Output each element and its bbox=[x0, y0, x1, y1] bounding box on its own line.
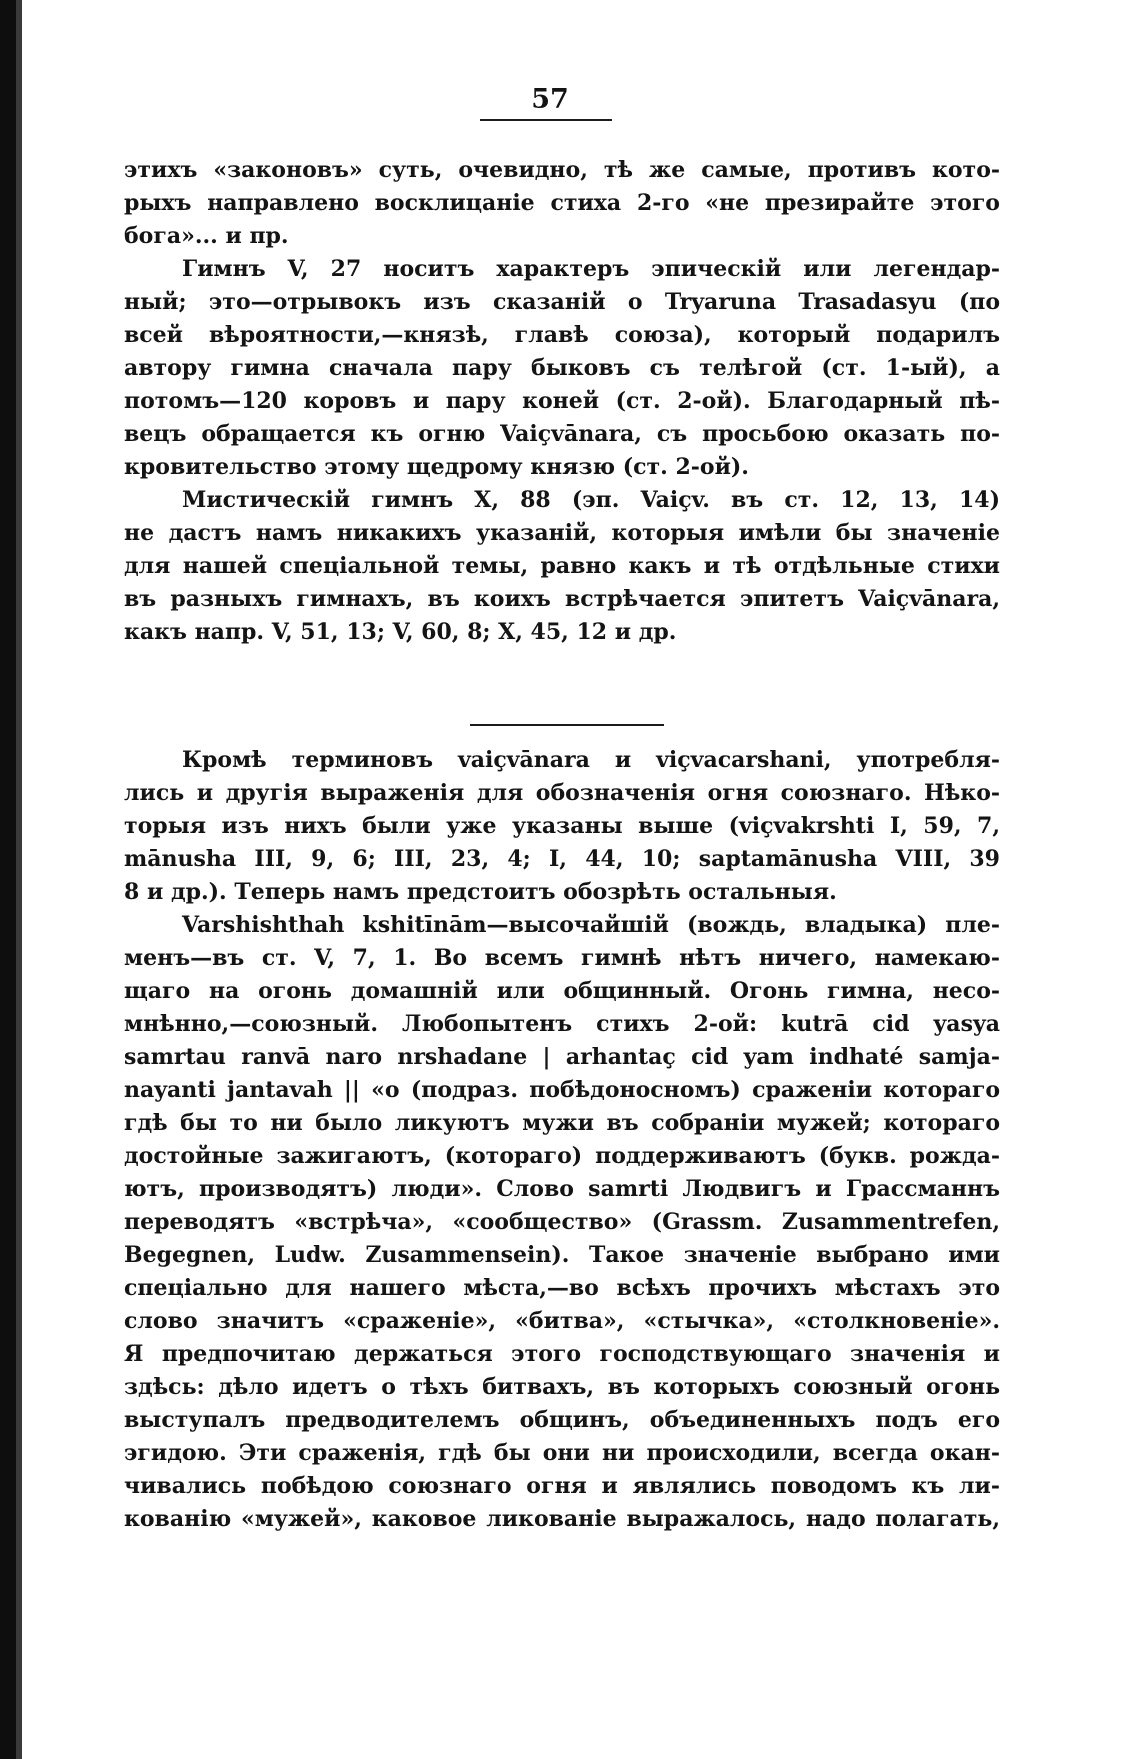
text-line: вецъ обращается къ огню Vaiçvānara, съ просьбою оказать по- bbox=[124, 421, 1000, 447]
text-line: Я предпочитаю держаться этого господствующаго значенія и bbox=[124, 1341, 1000, 1367]
scan-edge-gutter bbox=[16, 0, 22, 1759]
text-line: щаго на огонь домашній или общинный. Огонь гимна, несо- bbox=[124, 978, 1000, 1004]
scan-edge-shadow bbox=[0, 0, 16, 1759]
text-line: Гимнъ V, 27 носитъ характеръ эпическій или легендар- bbox=[182, 256, 1000, 282]
text-line: для нашей спеціальной темы, равно какъ и тѣ отдѣльные стихи bbox=[124, 553, 1000, 579]
text-line: менъ—въ ст. V, 7, 1. Во всемъ гимнѣ нѣтъ ничего, намекаю- bbox=[124, 945, 1000, 971]
text-line: переводятъ «встрѣча», «сообщество» (Grassm. Zusammentrefen, bbox=[124, 1209, 1000, 1235]
text-line: Кромѣ терминовъ vaiçvānara и viçvacarshani, употребля- bbox=[182, 747, 1000, 773]
text-line: слово значитъ «сраженіе», «битва», «стычка», «столкновеніе». bbox=[124, 1308, 1000, 1334]
section-divider bbox=[470, 724, 664, 726]
text-line: чивались побѣдою союзнаго огня и являлись поводомъ къ ли- bbox=[124, 1473, 1000, 1499]
header-rule bbox=[480, 119, 612, 121]
text-line: эгидою. Эти сраженія, гдѣ бы они ни происходили, всегда окан- bbox=[124, 1440, 1000, 1466]
text-line: рыхъ направлено восклицаніе стиха 2-го «не презирайте этого bbox=[124, 190, 1000, 216]
text-line: спеціально для нашего мѣста,—во всѣхъ прочихъ мѣстахъ это bbox=[124, 1275, 1000, 1301]
text-line: кованію «мужей», каковое ликованіе выражалось, надо полагать, bbox=[124, 1506, 1000, 1532]
text-line: бога»... и пр. bbox=[124, 223, 289, 249]
text-block-lower bbox=[124, 744, 1000, 1536]
text-line: гдѣ бы то ни было ликуютъ мужи въ собраніи мужей; котораго bbox=[124, 1110, 1000, 1136]
page-number: 57 bbox=[531, 84, 569, 115]
text-line: потомъ—120 коровъ и пару коней (ст. 2-ой). Благодарный пѣ- bbox=[124, 388, 1000, 414]
text-line: Varshishthah kshitīnām—высочайшій (вождь, владыка) пле- bbox=[182, 912, 1000, 938]
text-line: достойные зажигаютъ, (котораго) поддерживаютъ (букв. рожда- bbox=[124, 1143, 1000, 1169]
text-block-upper bbox=[124, 154, 1000, 649]
text-line: лись и другія выраженія для обозначенія огня союзнаго. Нѣко- bbox=[124, 780, 1000, 806]
text-line: торыя изъ нихъ были уже указаны выше (viçvakrshti I, 59, 7, bbox=[124, 813, 1000, 839]
text-line: какъ напр. V, 51, 13; V, 60, 8; X, 45, 12 и др. bbox=[124, 619, 677, 645]
text-line: выступалъ предводителемъ общинъ, объединенныхъ подъ его bbox=[124, 1407, 1000, 1433]
text-line: samrtau ranvā naro nrshadane | arhantaç cid yam indhaté samja- bbox=[124, 1044, 1000, 1070]
text-line: здѣсь: дѣло идетъ о тѣхъ битвахъ, въ которыхъ союзный огонь bbox=[124, 1374, 1000, 1400]
text-line: въ разныхъ гимнахъ, въ коихъ встрѣчается эпитетъ Vaiçvānara, bbox=[124, 586, 1000, 612]
text-line: ный; это—отрывокъ изъ сказаній о Tryaruna Trasadasyu (по bbox=[124, 289, 1000, 315]
text-line: mānusha III, 9, 6; III, 23, 4; I, 44, 10; saptamānusha VIII, 39 bbox=[124, 846, 1000, 872]
text-line: nayanti jantavah || «о (подраз. побѣдоносномъ) сраженіи котораго bbox=[124, 1077, 1000, 1103]
text-line: 8 и др.). Теперь намъ предстоитъ обозрѣть остальныя. bbox=[124, 879, 837, 905]
text-line: всей вѣроятности,—князѣ, главѣ союза), который подарилъ bbox=[124, 322, 1000, 348]
text-line: автору гимна сначала пару быковъ съ телѣгой (ст. 1-ый), а bbox=[124, 355, 1000, 381]
text-line: Begegnen, Ludw. Zusammensein). Такое значеніе выбрано ими bbox=[124, 1242, 1000, 1268]
text-line: этихъ «законовъ» суть, очевидно, тѣ же самые, противъ кото- bbox=[124, 157, 1000, 183]
text-line: кровительство этому щедрому князю (ст. 2-ой). bbox=[124, 454, 749, 480]
text-line: ютъ, производятъ) люди». Слово samrti Людвигъ и Грассманнъ bbox=[124, 1176, 1000, 1202]
text-line: мнѣнно,—союзный. Любопытенъ стихъ 2-ой: kutrā cid yasya bbox=[124, 1011, 1000, 1037]
text-line: Мистическій гимнъ X, 88 (эп. Vaiçv. въ ст. 12, 13, 14) bbox=[182, 487, 1000, 513]
text-line: не дастъ намъ никакихъ указаній, которыя имѣли бы значеніе bbox=[124, 520, 1000, 546]
